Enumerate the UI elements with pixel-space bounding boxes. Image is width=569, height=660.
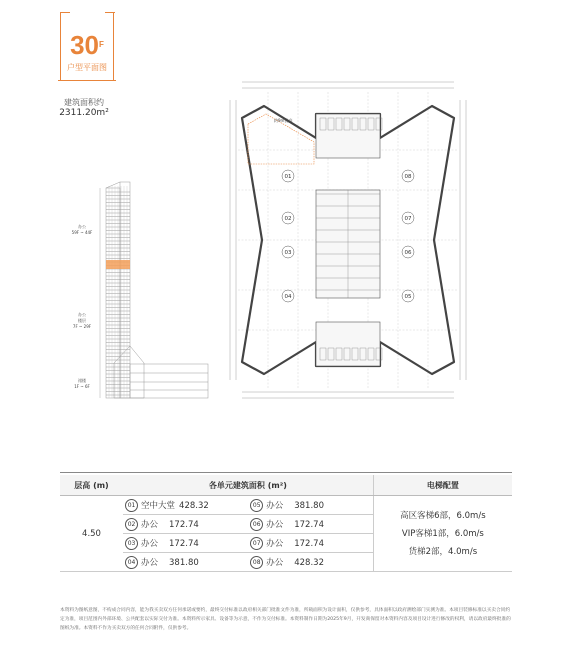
unit-number-badge: 01 (125, 499, 138, 512)
unit-name: 办公 (266, 538, 284, 549)
current-floor-highlight (106, 260, 130, 269)
unit-number-badge: 05 (250, 499, 263, 512)
unit-number-label: 07 (404, 216, 412, 222)
unit-number-badge: 04 (125, 556, 138, 569)
unit-cell (123, 515, 248, 534)
unit-name: 办公 (141, 538, 159, 549)
table-top-divider (60, 472, 512, 473)
floor-subtitle: 户型平面图 (67, 63, 107, 72)
table-row (60, 496, 512, 515)
unit-cell (248, 515, 373, 534)
unit-number-label: 06 (404, 250, 412, 256)
unit-cell (123, 553, 248, 572)
unit-number-label: 05 (404, 294, 412, 300)
elevator-line: 高区客梯6部，6.0m/s (400, 510, 486, 521)
tower-elevation-drawing (54, 168, 224, 404)
unit-number-label: 02 (284, 216, 292, 222)
floor-number: $30^F$ (70, 30, 104, 60)
upper-zone-floors: 59F ~ 44F (71, 230, 93, 235)
lower-zone-floors: 1F ~ 6F (74, 384, 90, 389)
header-unit-areas: 各单元建筑面积 (m²) (123, 475, 373, 496)
unit-name: 办公 (266, 519, 284, 530)
unit-area: 172.74 (294, 538, 324, 549)
header-height: 层高 (m) (60, 475, 123, 496)
unit-area: 172.74 (294, 519, 324, 530)
unit-number-label: 01 (284, 174, 292, 180)
floor-height-value: 4.50 (60, 496, 123, 572)
unit-number-badge: 06 (250, 518, 263, 531)
area-value: 2311.20m² (59, 108, 109, 118)
unit-area: 172.74 (169, 538, 199, 549)
atrium-label: 约9m挑高 (274, 118, 293, 123)
unit-number-badge: 03 (125, 537, 138, 550)
unit-name: 办公 (141, 557, 159, 568)
unit-cell (248, 496, 373, 515)
elevator-line: VIP客梯1部，6.0m/s (401, 528, 484, 539)
area-label: 建筑面积约 (64, 98, 104, 107)
unit-name: 办公 (266, 557, 284, 568)
elevator-config (373, 496, 512, 572)
middle-zone-note: 楼层 (78, 318, 86, 323)
unit-area: 381.80 (169, 557, 199, 568)
middle-zone-label: 办公 (78, 312, 86, 317)
unit-number-label: 03 (284, 250, 292, 256)
unit-cell (123, 496, 248, 515)
header-elevators: 电梯配置 (373, 475, 512, 496)
unit-number-badge: 02 (125, 518, 138, 531)
unit-area: 428.32 (294, 557, 324, 568)
unit-number-badge: 08 (250, 556, 263, 569)
lower-zone-label: 裙楼 (78, 378, 86, 383)
unit-number-label: 04 (284, 294, 292, 300)
unit-area: 381.80 (294, 500, 324, 511)
unit-cell (248, 534, 373, 553)
disclaimer-text: 本资料为图纸意图，不构成合同内容，能为我买卖双方任何承诺或要约，最终交付标准以政府相关部门批准文件为准，所载面积为设计面积，仅供参考，具体面积以政府测绘部门实测为准。本项目装修标准以买卖合同约定为准，项目范围内外部环境、公共配套以实际交付为准。本资料所示家具、设备等为示意，不作为交付标准。本资料制作日期为2025年9月，开发商保留对本资料内容及项目设计进行修改的权利，请以政府最终批准的图纸为准。本资料不作为买卖双方的任何合同附件，仅供参考。 (60, 608, 511, 631)
middle-zone-floors: 7F ~ 29F (72, 324, 92, 329)
floor-superscript: F (99, 40, 104, 49)
unit-area: 172.74 (169, 519, 199, 530)
unit-area-table (60, 475, 512, 572)
unit-cell (123, 534, 248, 553)
unit-area: 428.32 (179, 500, 209, 511)
unit-number-badge: 07 (250, 537, 263, 550)
floor-badge-underline (58, 80, 116, 81)
floor-plan-drawing (228, 80, 468, 410)
upper-zone-label: 办公 (78, 224, 86, 229)
unit-number-label: 08 (404, 174, 412, 180)
unit-name: 空中大堂 (141, 500, 176, 511)
elevator-line: 货梯2部，4.0m/s (408, 546, 478, 557)
unit-name: 办公 (266, 500, 284, 511)
unit-name: 办公 (141, 519, 159, 530)
unit-cell (248, 553, 373, 572)
